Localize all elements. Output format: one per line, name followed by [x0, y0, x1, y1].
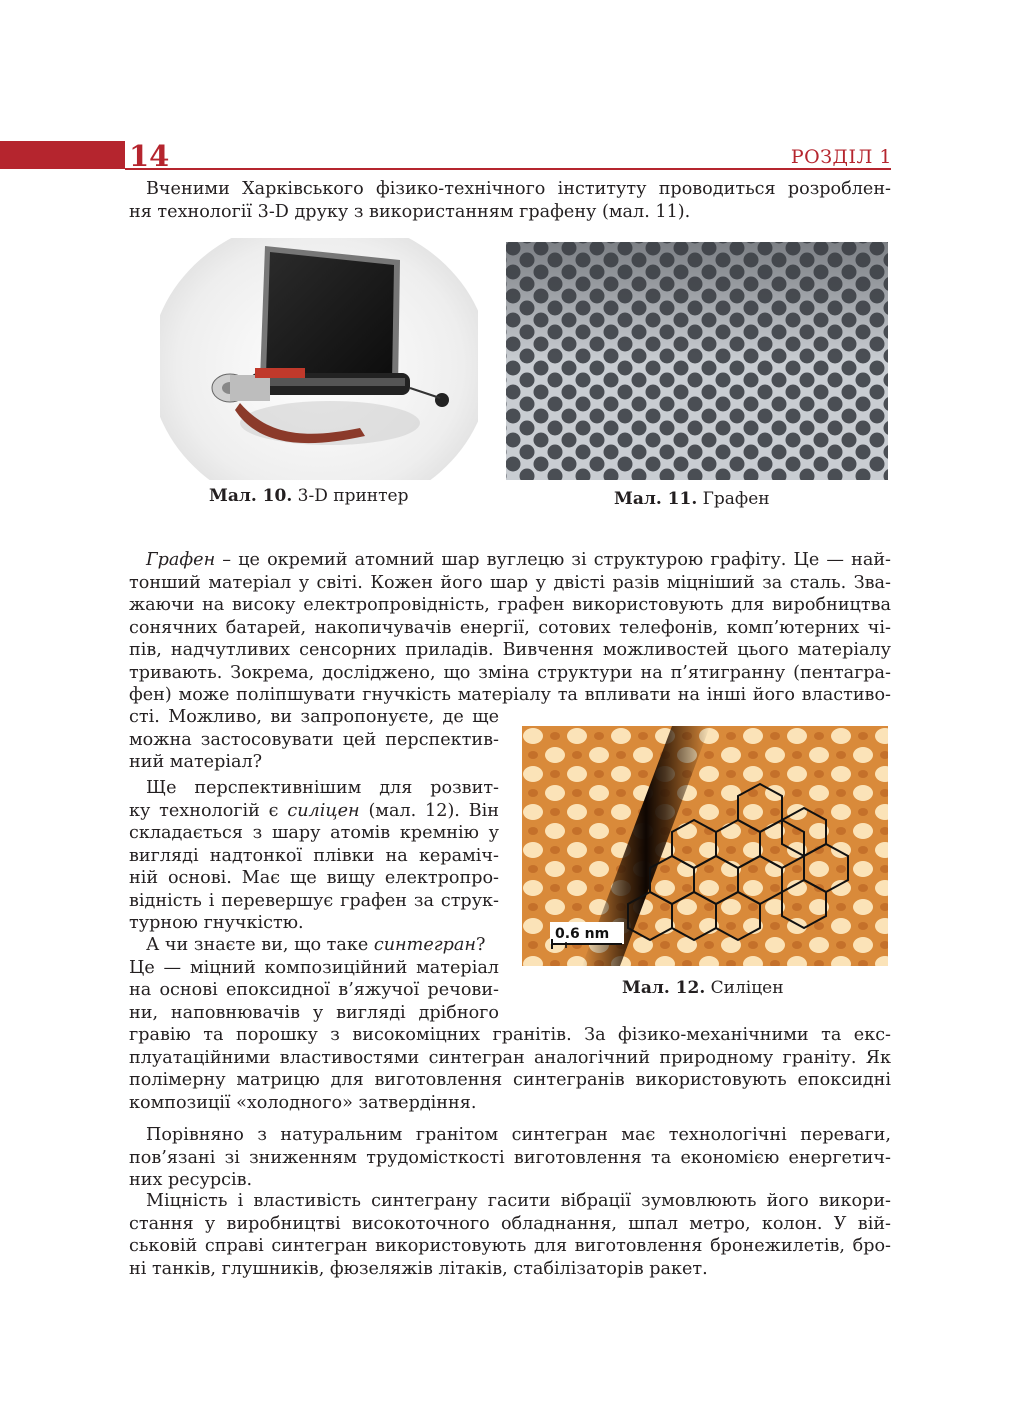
uses-line: ськовій справі синтегран використовують для виготовлення бронежилетів, бро-: [129, 1236, 891, 1256]
graphene-line: пів, надчутливих сенсорних приладів. Вивчення можливостей цього матеріалу: [129, 640, 891, 660]
silicene-image: [522, 726, 888, 966]
syntegran-line: А чи знаєте ви, що таке синтегран?: [146, 935, 486, 955]
figure10-title: 3-D принтер: [292, 486, 409, 506]
intro-paragraph: [129, 178, 891, 223]
graphene-line: сті. Можливо, ви запропонуєте, де ще: [129, 707, 499, 727]
graphene-line: тонший матеріал у світі. Кожен його шар у двісті разів міцніший за сталь. Зва-: [129, 572, 891, 593]
silicene-line: відність і перевершує графен за струк-: [129, 890, 499, 911]
printer-image: [160, 238, 478, 480]
advantages-line: них ресурсів.: [129, 1170, 253, 1190]
syntegran-paragraph-narrow: [129, 934, 499, 1024]
uses-line: ні танків, глушників, фюзеляжів літаків, стабілізаторів ракет.: [129, 1258, 708, 1279]
uses-line: стання у виробництві високоточного обладнання, шпал метро, колон. У вій-: [129, 1213, 891, 1234]
header-rule: [125, 168, 891, 170]
silicene-line: турною гнучкістю.: [129, 913, 304, 933]
graphene-line: сонячних батарей, накопичувачів енергії, сотових телефонів, комп’ютерних чі-: [129, 617, 891, 638]
syntegran-line: Це — міцний композиційний матеріал: [129, 957, 499, 978]
silicene-line: вигляді надтонкої плівки на кераміч-: [129, 845, 499, 866]
silicene-term: силіцен: [287, 800, 360, 821]
advantages-line: Порівняно з натуральним гранітом синтегран має технологічні переваги,: [146, 1125, 891, 1145]
silicene-line: Ще перспективнішим для розвит-: [146, 778, 499, 798]
syntegran-line: гравію та порошку з високоміцних гранітів. За фізико-механічними та екс-: [129, 1025, 891, 1045]
graphene-line: фен) може поліпшувати гнучкість матеріалу та впливати на інші його властиво-: [129, 685, 891, 705]
syntegran-line: ни, наповнювачів у вигляді дрібного: [129, 1002, 499, 1023]
graphene-line: Графен – це окремий атомний шар вуглецю зі структурою графіту. Це — най-: [146, 550, 891, 570]
syntegran-line: полімерну матрицю для виготовлення синтегранів використовують епоксидні: [129, 1070, 891, 1090]
graphene-line: ний матеріал?: [129, 752, 263, 772]
graphene-image: [506, 242, 888, 480]
syntegran-line: плуатаційними властивостями синтегран аналогічний природному граніту. Як: [129, 1047, 891, 1068]
advantages-paragraph: [129, 1124, 891, 1192]
silicene-line: складається з шару атомів кремнію у: [129, 823, 499, 843]
section-label: РОЗДІЛ 1: [790, 146, 892, 168]
silicene-paragraph: [129, 777, 499, 935]
figure11-title: Графен: [697, 489, 770, 509]
figure11-caption: [614, 488, 770, 510]
figure11-label: Мал. 11.: [614, 489, 698, 509]
figure10-label: Мал. 10.: [209, 486, 293, 506]
graphene-line: можна застосовувати цей перспектив-: [129, 729, 499, 750]
intro-line: Вченими Харківського фізико-технічного інституту проводиться розроблен-: [146, 179, 891, 199]
syntegran-term: синтегран: [373, 935, 476, 955]
graphene-paragraph: [129, 549, 891, 707]
syntegran-paragraph-wide: [129, 1024, 891, 1114]
silicene-line: ній основі. Має ще вищу електропро-: [129, 868, 499, 888]
scale-bar-label: 0.6 nm: [555, 926, 610, 942]
graphene-term: Графен: [146, 550, 216, 570]
advantages-line: пов’язані зі зниженням трудомісткості виготовлення та економією енергетич-: [129, 1147, 891, 1168]
uses-paragraph: [129, 1190, 891, 1280]
figure12-caption: [622, 977, 784, 999]
figure12-title: Силіцен: [705, 978, 784, 998]
graphene-paragraph-narrow: [129, 706, 499, 774]
header-band: [0, 141, 125, 169]
syntegran-line: композиції «холодного» затвердіння.: [129, 1092, 477, 1113]
silicene-line: ку технологій є силіцен (мал. 12). Він: [129, 800, 499, 821]
figure12-label: Мал. 12.: [622, 978, 706, 998]
syntegran-line: на основі епоксидної в’яжучої речови-: [129, 980, 499, 1000]
intro-line: ня технології 3-D друку з використанням графену (мал. 11).: [129, 201, 691, 222]
graphene-line: жаючи на високу електропровідність, графен використовують для виробництва: [129, 595, 891, 615]
figure10-caption: [209, 485, 408, 507]
uses-line: Міцність і властивість синтеграну гасити вібрації зумовлюють його викори-: [146, 1191, 891, 1211]
graphene-line: тривають. Зокрема, досліджено, що зміна структури на п’ятигранну (пентагра-: [129, 662, 891, 683]
page-number: 14: [129, 139, 170, 173]
